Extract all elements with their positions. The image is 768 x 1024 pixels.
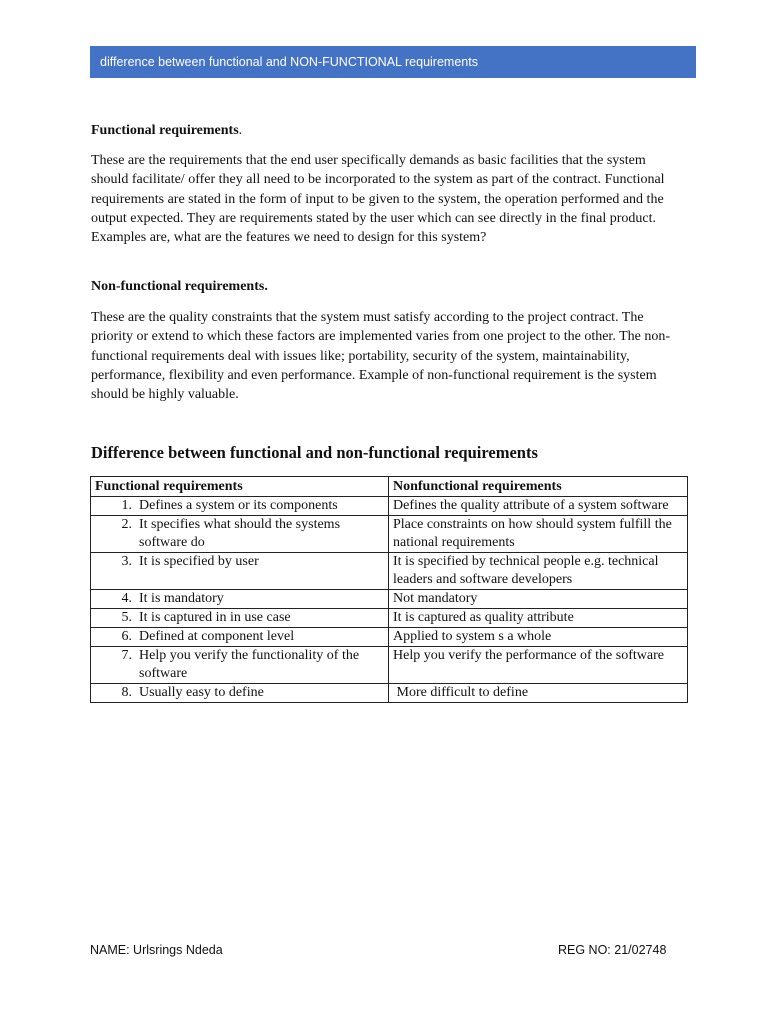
functional-text: It is mandatory (139, 591, 224, 606)
document-header (90, 46, 696, 78)
nonfunctional-cell: Applied to system s a whole (389, 628, 688, 647)
functional-cell (91, 553, 389, 590)
row-number: 5. (121, 610, 132, 625)
functional-cell-content (95, 609, 384, 627)
functional-cell (91, 590, 389, 609)
nonfunctional-cell: Help you verify the performance of the software (389, 647, 688, 684)
nonfunctional-cell: Place constraints on how should system fulfill the national requirements (389, 516, 688, 553)
functional-cell-content (95, 684, 384, 702)
functional-cell-content (95, 553, 384, 571)
nonfunctional-cell: Defines the quality attribute of a system software (389, 497, 688, 516)
table-row (91, 497, 688, 516)
functional-heading-period: . (238, 123, 243, 138)
functional-body: These are the requirements that the end user specifically demands as basic facilities that the system should facilitate/ offer they all need to be incorporated to the system as part of the contract. Functional requirements are stated in the form of input to be given to the system, the operation performed and the output expected. They are requirements stated by the user which can see directly in the final product. Examples are, what are the features we need to design for this system? (91, 153, 665, 246)
functional-text: It is specified by user (139, 554, 259, 569)
table-row (91, 516, 688, 553)
row-number: 1. (121, 498, 132, 513)
functional-cell-content (95, 628, 384, 646)
functional-cell (91, 628, 389, 647)
table-row (91, 609, 688, 628)
functional-cell-content (95, 590, 384, 608)
table-row (91, 590, 688, 609)
table-row (91, 628, 688, 647)
row-number: 2. (121, 517, 132, 532)
row-number: 3. (121, 554, 132, 569)
functional-cell (91, 516, 389, 553)
functional-cell-content (95, 516, 384, 552)
functional-text: Defined at component level (139, 629, 295, 644)
functional-cell-content (95, 647, 384, 683)
nonfunctional-heading: Non-functional requirements. (91, 279, 268, 294)
row-number: 4. (121, 591, 132, 606)
functional-text: It specifies what should the systems software do (139, 517, 341, 550)
functional-text: Defines a system or its components (139, 498, 338, 513)
functional-cell (91, 609, 389, 628)
table-row (91, 647, 688, 684)
functional-heading (91, 123, 242, 139)
functional-cell (91, 647, 389, 684)
row-number: 6. (121, 629, 132, 644)
table-row (91, 553, 688, 590)
table-header-row (91, 477, 688, 497)
table-row (91, 684, 688, 703)
comparison-title: Difference between functional and non-functional requirements (91, 443, 538, 462)
functional-heading-text: Functional requirements (91, 123, 239, 138)
column-header-nonfunctional: Nonfunctional requirements (389, 477, 688, 497)
nonfunctional-cell: It is specified by technical people e.g. technical leaders and software developers (389, 553, 688, 590)
nonfunctional-cell: Not mandatory (389, 590, 688, 609)
row-number: 8. (121, 685, 132, 700)
header-title: difference between functional and NON-FUNCTIONAL requirements (100, 55, 478, 69)
nonfunctional-cell: It is captured as quality attribute (389, 609, 688, 628)
functional-cell-content (95, 497, 384, 515)
functional-text: It is captured in in use case (139, 610, 291, 625)
table-body (91, 497, 688, 703)
nonfunctional-body: These are the quality constraints that the system must satisfy according to the project contract. The priority or extend to which these factors are implemented varies from one project to the other. The non-functional requirements deal with issues like; portability, security of the system, maintainability, performance, flexibility and even performance. Example of non-functional requirement is the system should be highly valuable. (91, 310, 670, 403)
comparison-table (90, 476, 688, 703)
footer-name: NAME: Urlsrings Ndeda (90, 943, 223, 957)
functional-text: Usually easy to define (139, 685, 264, 700)
functional-cell (91, 684, 389, 703)
functional-cell (91, 497, 389, 516)
column-header-functional: Functional requirements (91, 477, 389, 497)
row-number: 7. (121, 648, 132, 663)
nonfunctional-cell: More difficult to define (389, 684, 688, 703)
functional-text: Help you verify the functionality of the software (139, 648, 360, 681)
footer-reg-no: REG NO: 21/02748 (558, 943, 667, 957)
